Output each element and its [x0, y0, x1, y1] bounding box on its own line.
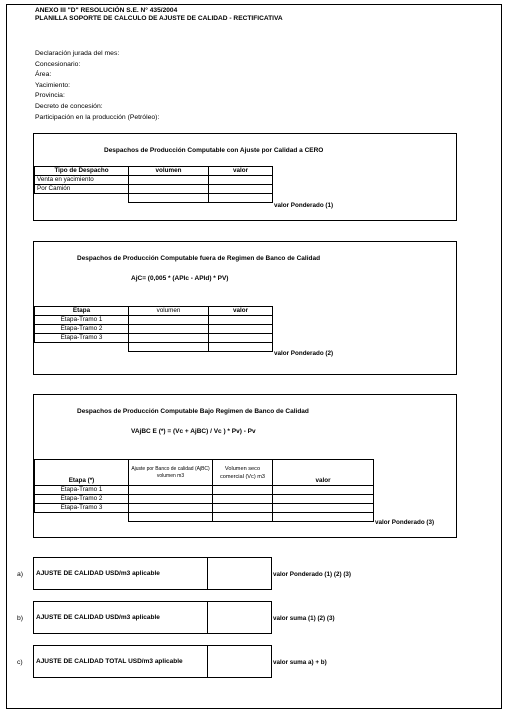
section-zero-adjustment [33, 133, 457, 221]
quality-adjustment-box-c [33, 645, 272, 678]
row-label: Etapa-Tramo 3 [35, 334, 129, 343]
column-header: volumen [129, 307, 209, 316]
row-label: Etapa-Tramo 1 [35, 486, 129, 495]
section3-table [34, 459, 374, 522]
total-volume-cell[interactable] [129, 194, 209, 203]
total-volume-cell[interactable] [129, 343, 209, 352]
document-page [6, 4, 502, 709]
volume-cell[interactable] [129, 325, 209, 334]
dry-volume-cell[interactable] [213, 486, 273, 495]
item-letter-a: a) [17, 571, 24, 578]
weighted-value-3-label: valor Ponderado (3) [375, 519, 435, 526]
row-label: Etapa-Tramo 1 [35, 316, 129, 325]
volume-cell[interactable] [129, 316, 209, 325]
table-header-row [35, 307, 273, 316]
column-header: Etapa (*) [35, 460, 129, 486]
item-letter-c: c) [17, 659, 23, 666]
dry-volume-cell[interactable] [213, 504, 273, 513]
table-row [35, 325, 273, 334]
total-dry-volume-cell[interactable] [213, 513, 273, 522]
table-header-row [35, 167, 273, 176]
row-label: Venta en yacimiento [35, 176, 129, 185]
total-value-cell[interactable] [209, 343, 273, 352]
value-cell[interactable] [209, 325, 273, 334]
volume-cell[interactable] [129, 176, 209, 185]
area-label: Área: [35, 71, 52, 79]
section2-formula: AjC= (0,005 * (APIc - APId) * PV) [131, 275, 229, 282]
adjustment-value-cell[interactable] [207, 558, 271, 589]
section-outside-quality-bank [33, 241, 457, 375]
table-row [35, 334, 273, 343]
section2-title: Despachos de Producción Computable fuera de Regimen de Banco de Calidad [77, 255, 321, 262]
column-header: Volumen seco comercial (Vc) m3 [213, 460, 273, 486]
section3-formula: VAjBC E (*) = (Vc + AjBC) / Vc ) * Pv) - Pv [131, 428, 256, 435]
declaration-block [35, 49, 159, 123]
table-row [35, 504, 374, 513]
value-cell[interactable] [273, 495, 374, 504]
value-cell[interactable] [209, 176, 273, 185]
section3-title: Despachos de Producción Computable Bajo Regimen de Banco de Calidad [77, 408, 309, 415]
table-row [35, 343, 273, 352]
table-row [35, 316, 273, 325]
value-cell[interactable] [273, 504, 374, 513]
table-row [35, 185, 273, 194]
annex-title: ANEXO III "D" RESOLUCIÓN S.E. N° 435/2004 [35, 7, 178, 14]
value-cell[interactable] [209, 185, 273, 194]
table-row [35, 176, 273, 185]
adjustment-volume-cell[interactable] [129, 486, 213, 495]
sheet-title: PLANILLA SOPORTE DE CALCULO DE AJUSTE DE CALIDAD - RECTIFICATIVA [35, 15, 283, 22]
adjustment-volume-cell[interactable] [129, 495, 213, 504]
total-value-cell[interactable] [273, 513, 374, 522]
quality-adjustment-box-a [33, 557, 272, 590]
table-row [35, 495, 374, 504]
column-header: Etapa [35, 307, 129, 316]
volume-cell[interactable] [129, 334, 209, 343]
adjustment-b-note: valor suma (1) (2) (3) [273, 615, 335, 622]
table-header-row [35, 460, 374, 486]
column-header: valor [273, 460, 374, 486]
dry-volume-cell[interactable] [213, 495, 273, 504]
item-letter-b: b) [17, 615, 24, 622]
adjustment-label: AJUSTE DE CALIDAD USD/m3 aplicable [36, 570, 160, 577]
section2-table [34, 306, 273, 352]
column-header: Ajuste por Banco de calidad (AjBC) volumen m3 [129, 460, 213, 486]
adjustment-a-note: valor Ponderado (1) (2) (3) [273, 571, 352, 578]
adjustment-volume-cell[interactable] [129, 504, 213, 513]
concession-decree-label: Decreto de concesión: [35, 102, 103, 110]
adjustment-label: AJUSTE DE CALIDAD TOTAL USD/m3 aplicable [36, 658, 183, 665]
weighted-value-2-label: valor Ponderado (2) [274, 350, 334, 357]
table-row [35, 513, 374, 522]
row-label: Por Camión [35, 185, 129, 194]
document-header [35, 7, 283, 23]
table-row [35, 486, 374, 495]
quality-adjustment-box-b [33, 601, 272, 634]
row-label: Etapa-Tramo 3 [35, 504, 129, 513]
column-header: valor [209, 307, 273, 316]
total-value-cell[interactable] [209, 194, 273, 203]
row-label: Etapa-Tramo 2 [35, 495, 129, 504]
field-label: Yacimiento: [35, 81, 71, 89]
production-share-label: Participación en la producción (Petróleo): [35, 113, 160, 121]
volume-cell[interactable] [129, 185, 209, 194]
column-header: valor [209, 167, 273, 176]
total-adjustment-cell[interactable] [129, 513, 213, 522]
adjustment-value-cell[interactable] [207, 646, 271, 677]
adjustment-label: AJUSTE DE CALIDAD USD/m3 aplicable [36, 614, 160, 621]
adjustment-value-cell[interactable] [207, 602, 271, 633]
declaration-month-label: Declaración jurada del mes: [35, 50, 120, 57]
table-row [35, 194, 273, 203]
weighted-value-1-label: valor Ponderado (1) [274, 202, 334, 209]
row-label: Etapa-Tramo 2 [35, 325, 129, 334]
adjustment-c-note: valor suma a) + b) [273, 659, 327, 666]
column-header: Tipo de Despacho [35, 167, 129, 176]
section-under-quality-bank [33, 394, 457, 538]
section1-table [34, 166, 273, 203]
concessionaire-label: Concesionario: [35, 60, 81, 68]
column-header: volumen [129, 167, 209, 176]
value-cell[interactable] [273, 486, 374, 495]
section1-title: Despachos de Producción Computable con Ajuste por Calidad a CERO [104, 147, 324, 154]
province-label: Provincia: [35, 92, 65, 100]
value-cell[interactable] [209, 334, 273, 343]
value-cell[interactable] [209, 316, 273, 325]
